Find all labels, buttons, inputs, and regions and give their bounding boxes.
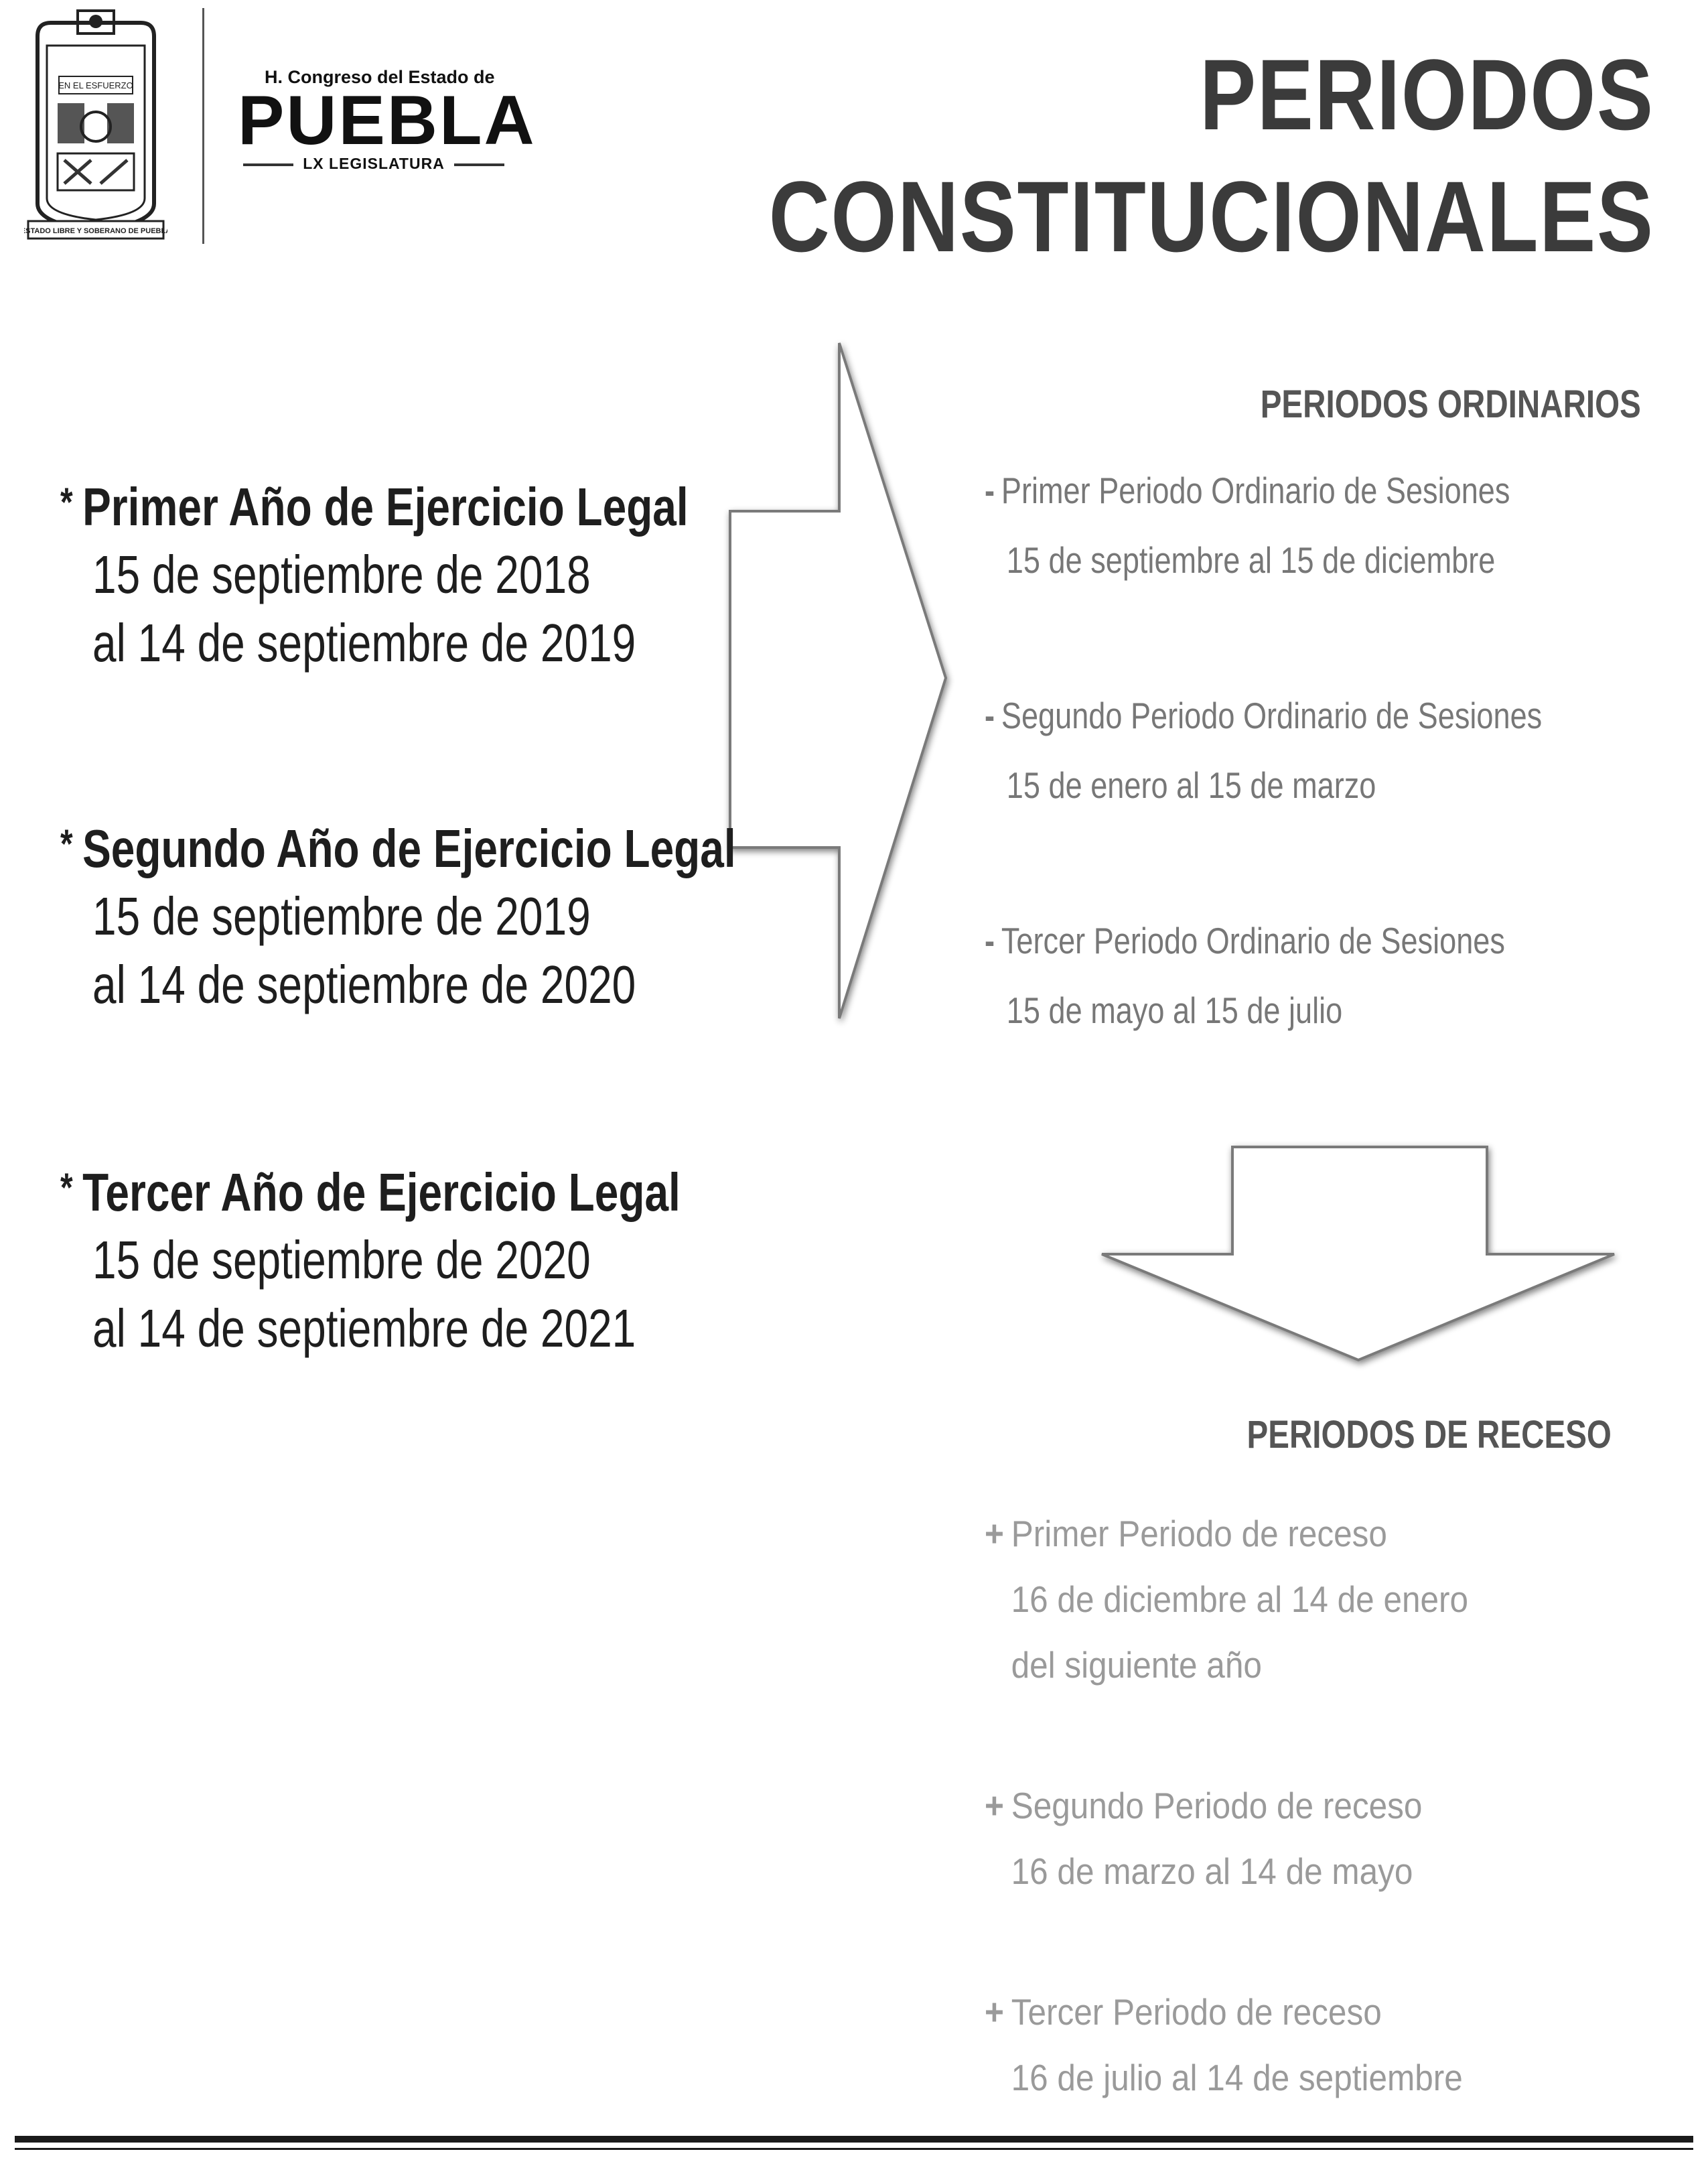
year-start-date: 15 de septiembre de 2018 [92,545,591,604]
receso-title-text: Segundo Periodo de receso [1011,1785,1423,1826]
plus-marker: + [985,1513,1004,1554]
seal-bottom-text: ESTADO LIBRE Y SOBERANO DE PUEBLA [24,227,167,235]
year-start-date: 15 de septiembre de 2019 [92,886,591,946]
receso-dates: 16 de diciembre al 14 de enero [1011,1578,1469,1620]
seal-icon [24,9,167,241]
receso-item-1 [985,1501,1468,1698]
page-title-line2: CONSTITUCIONALES [769,160,1654,273]
ordinario-item-2 [985,681,1542,820]
down-arrow-icon [1085,1132,1634,1373]
plus-marker: + [985,1785,1004,1826]
year-title [60,811,736,882]
coat-of-arms-seal [24,9,167,241]
footer-rule-thick [15,2136,1693,2143]
receso-item-2 [985,1773,1422,1904]
ordinario-title-text: Tercer Periodo Ordinario de Sesiones [1001,920,1505,961]
year-end-date: al 14 de septiembre de 2021 [92,1298,636,1358]
year-block-1 [60,469,689,677]
subtitle-rule-right [454,163,504,166]
ordinario-title-text: Primer Periodo Ordinario de Sesiones [1001,470,1510,511]
subtitle-rule-left [243,163,293,166]
year-title [60,1154,681,1226]
asterisk-marker: * [60,1165,73,1210]
year-start-date: 15 de septiembre de 2020 [92,1230,591,1290]
org-subtitle-row [240,153,508,176]
ordinarios-heading: PERIODOS ORDINARIOS [1260,383,1641,426]
org-prefix: H. Congreso del Estado de [265,67,495,87]
year-title [60,469,689,541]
receso-title-text: Tercer Periodo de receso [1011,1991,1382,2033]
receso-dates-continued: del siguiente año [1011,1644,1262,1686]
footer-rule-thin [15,2148,1693,2150]
right-arrow-icon [710,335,958,1038]
header-divider [202,8,204,244]
ordinario-dates: 15 de mayo al 15 de julio [1006,990,1343,1031]
year-title-text: Tercer Año de Ejercicio Legal [82,1162,681,1222]
asterisk-marker: * [60,821,73,866]
dash-marker: - [985,695,995,736]
asterisk-marker: * [60,480,73,525]
year-block-3 [60,1154,681,1363]
year-end-date: al 14 de septiembre de 2019 [92,613,636,673]
ordinario-item-3 [985,906,1505,1045]
receso-title [985,1979,1463,2045]
receso-dates: 16 de marzo al 14 de mayo [1011,1850,1413,1892]
receso-title [985,1773,1422,1838]
org-subtitle: LX LEGISLATURA [303,155,445,172]
year-block-2 [60,811,736,1019]
ordinario-title [985,906,1505,975]
seal-top-text: EN EL ESFUERZO [58,80,133,90]
year-end-date: al 14 de septiembre de 2020 [92,955,636,1014]
receso-item-3 [985,1979,1463,2110]
ordinario-title [985,681,1542,750]
receso-title-text: Primer Periodo de receso [1011,1513,1387,1554]
ordinario-title-text: Segundo Periodo Ordinario de Sesiones [1001,695,1543,736]
ordinario-title [985,456,1510,525]
year-title-text: Primer Año de Ejercicio Legal [82,477,689,537]
dash-marker: - [985,920,995,961]
page-title [769,33,1654,277]
ordinario-item-1 [985,456,1510,595]
page-title-line1: PERIODOS [1200,38,1654,151]
org-name: PUEBLA [238,82,537,159]
receso-dates: 16 de julio al 14 de septiembre [1011,2057,1463,2098]
plus-marker: + [985,1991,1004,2033]
receso-heading: PERIODOS DE RECESO [1247,1413,1612,1456]
dash-marker: - [985,470,995,511]
ordinario-dates: 15 de septiembre al 15 de diciembre [1006,539,1496,581]
year-title-text: Segundo Año de Ejercicio Legal [82,819,736,878]
receso-title [985,1501,1468,1566]
ordinario-dates: 15 de enero al 15 de marzo [1006,764,1376,806]
